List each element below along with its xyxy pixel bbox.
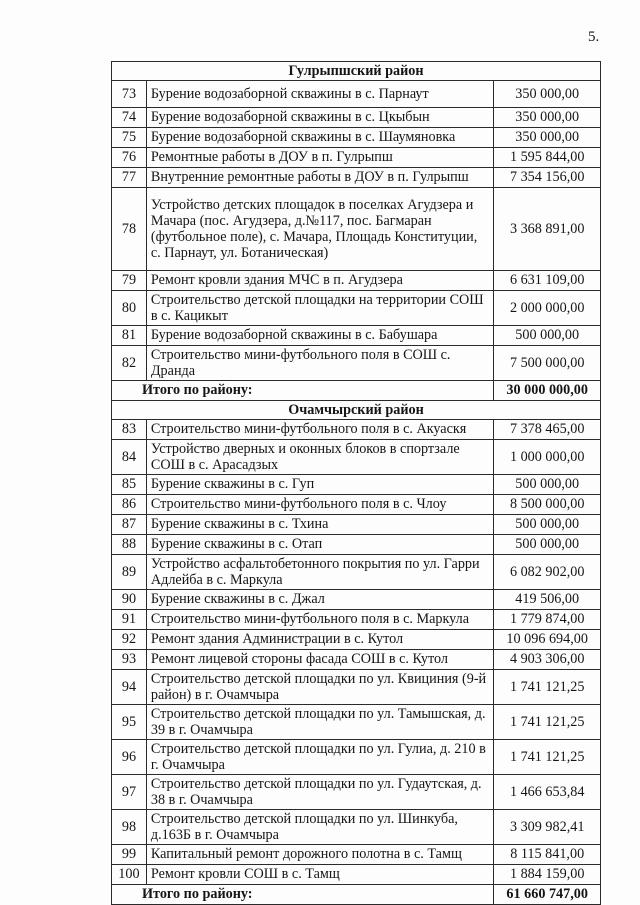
table-row [112, 81, 601, 108]
row-amount: 1 000 000,00 [494, 440, 601, 475]
row-number: 82 [112, 346, 147, 381]
row-number: 89 [112, 555, 147, 590]
page-number: 5. [588, 29, 600, 45]
section-title: Гулрыпшский район [112, 62, 601, 81]
row-amount: 350 000,00 [494, 81, 601, 108]
row-description: Внутренние ремонтные работы в ДОУ в п. Гулрыпш [146, 168, 494, 188]
row-number: 79 [112, 271, 147, 291]
row-description: Устройство дверных и оконных блоков в спортзале СОШ в с. Арасадзых [146, 440, 494, 475]
total-amount: 61 660 747,00 [494, 885, 601, 905]
table-row [112, 475, 601, 495]
row-description: Бурение водозаборной скважины в с. Цкыбын [146, 108, 494, 128]
row-amount: 4 903 306,00 [494, 650, 601, 670]
row-amount: 3 309 982,41 [494, 810, 601, 845]
section-total-row [112, 381, 601, 401]
row-description: Ремонтные работы в ДОУ в п. Гулрыпш [146, 148, 494, 168]
row-description: Ремонт здания Администрации в с. Кутол [146, 630, 494, 650]
table-row [112, 515, 601, 535]
row-description: Капитальный ремонт дорожного полотна в с. Тамщ [146, 845, 494, 865]
table-row [112, 326, 601, 346]
total-amount: 30 000 000,00 [494, 381, 601, 401]
total-label: Итого по району: [112, 381, 494, 401]
row-description: Устройство детских площадок в поселках Агудзера и Мачара (пос. Агудзера, д.№117, пос. Багмаран (футбольное поле), с. Мачара, Площадь Конституции, с. Парнаут, ул. Ботаническая) [146, 188, 494, 271]
table-row [112, 188, 601, 271]
row-number: 74 [112, 108, 147, 128]
row-amount: 500 000,00 [494, 475, 601, 495]
row-number: 95 [112, 705, 147, 740]
row-description: Бурение водозаборной скважины в с. Парнаут [146, 81, 494, 108]
row-amount: 1 741 121,25 [494, 740, 601, 775]
row-amount: 6 631 109,00 [494, 271, 601, 291]
row-description: Строительство мини-футбольного поля в с. Члоу [146, 495, 494, 515]
table-row [112, 705, 601, 740]
row-amount: 1 741 121,25 [494, 705, 601, 740]
table-row [112, 775, 601, 810]
row-description: Ремонт лицевой стороны фасада СОШ в с. Кутол [146, 650, 494, 670]
table-row [112, 555, 601, 590]
row-amount: 6 082 902,00 [494, 555, 601, 590]
table-row [112, 420, 601, 440]
row-amount: 8 500 000,00 [494, 495, 601, 515]
row-description: Строительство детской площадки по ул. Тамышская, д. 39 в г. Очамчыра [146, 705, 494, 740]
row-amount: 350 000,00 [494, 128, 601, 148]
row-number: 83 [112, 420, 147, 440]
row-number: 86 [112, 495, 147, 515]
row-description: Устройство асфальтобетонного покрытия по ул. Гарри Адлейба в с. Маркула [146, 555, 494, 590]
row-amount: 7 354 156,00 [494, 168, 601, 188]
row-number: 84 [112, 440, 147, 475]
row-description: Строительство детской площадки по ул. Гулиа, д. 210 в г. Очамчыра [146, 740, 494, 775]
row-amount: 500 000,00 [494, 535, 601, 555]
table-row [112, 535, 601, 555]
row-amount: 8 115 841,00 [494, 845, 601, 865]
row-amount: 2 000 000,00 [494, 291, 601, 326]
table-row [112, 440, 601, 475]
row-description: Строительство детской площадки по ул. Квициния (9-й район) в г. Очамчыра [146, 670, 494, 705]
row-amount: 350 000,00 [494, 108, 601, 128]
table-row [112, 845, 601, 865]
row-description: Бурение скважины в с. Тхина [146, 515, 494, 535]
table-row [112, 740, 601, 775]
row-description: Бурение скважины в с. Отап [146, 535, 494, 555]
row-amount: 1 884 159,00 [494, 865, 601, 885]
row-number: 90 [112, 590, 147, 610]
row-number: 85 [112, 475, 147, 495]
row-amount: 1 466 653,84 [494, 775, 601, 810]
row-number: 100 [112, 865, 147, 885]
section-title: Очамчырский район [112, 401, 601, 420]
row-number: 75 [112, 128, 147, 148]
row-description: Строительство детской площадки по ул. Гудаутская, д. 38 в г. Очамчыра [146, 775, 494, 810]
table-row [112, 650, 601, 670]
row-number: 93 [112, 650, 147, 670]
table-row [112, 128, 601, 148]
row-description: Строительство мини-футбольного поля в СОШ с. Дранда [146, 346, 494, 381]
row-amount: 500 000,00 [494, 515, 601, 535]
table-row [112, 865, 601, 885]
table-row [112, 168, 601, 188]
row-number: 80 [112, 291, 147, 326]
row-description: Бурение скважины в с. Джал [146, 590, 494, 610]
row-number: 97 [112, 775, 147, 810]
budget-table [111, 61, 601, 905]
row-amount: 1 741 121,25 [494, 670, 601, 705]
table-row [112, 108, 601, 128]
table-row [112, 346, 601, 381]
row-amount: 7 378 465,00 [494, 420, 601, 440]
row-number: 96 [112, 740, 147, 775]
table-row [112, 271, 601, 291]
row-number: 88 [112, 535, 147, 555]
total-label: Итого по району: [112, 885, 494, 905]
table-row [112, 291, 601, 326]
table-row [112, 148, 601, 168]
row-amount: 1 595 844,00 [494, 148, 601, 168]
row-number: 87 [112, 515, 147, 535]
row-amount: 10 096 694,00 [494, 630, 601, 650]
row-number: 94 [112, 670, 147, 705]
row-description: Строительство детской площадки по ул. Шинкуба, д.163Б в г. Очамчыра [146, 810, 494, 845]
row-amount: 500 000,00 [494, 326, 601, 346]
table-row [112, 670, 601, 705]
table-row [112, 630, 601, 650]
row-description: Ремонт кровли СОШ в с. Тамщ [146, 865, 494, 885]
row-description: Строительство мини-футбольного поля в с. Акуаскя [146, 420, 494, 440]
section-header-row [112, 62, 601, 81]
row-number: 73 [112, 81, 147, 108]
row-description: Бурение скважины в с. Гуп [146, 475, 494, 495]
section-total-row [112, 885, 601, 905]
table-row [112, 590, 601, 610]
row-number: 76 [112, 148, 147, 168]
table-row [112, 810, 601, 845]
row-amount: 419 506,00 [494, 590, 601, 610]
row-number: 98 [112, 810, 147, 845]
row-number: 81 [112, 326, 147, 346]
row-amount: 7 500 000,00 [494, 346, 601, 381]
row-number: 77 [112, 168, 147, 188]
table-row [112, 610, 601, 630]
row-number: 91 [112, 610, 147, 630]
row-description: Бурение водозаборной скважины в с. Бабушара [146, 326, 494, 346]
table-row [112, 495, 601, 515]
section-header-row [112, 401, 601, 420]
row-description: Строительство мини-футбольного поля в с. Маркула [146, 610, 494, 630]
row-description: Ремонт кровли здания МЧС в п. Агудзера [146, 271, 494, 291]
row-amount: 3 368 891,00 [494, 188, 601, 271]
row-number: 92 [112, 630, 147, 650]
row-amount: 1 779 874,00 [494, 610, 601, 630]
row-number: 78 [112, 188, 147, 271]
row-description: Строительство детской площадки на территории СОШ в с. Кацикыт [146, 291, 494, 326]
row-description: Бурение водозаборной скважины в с. Шаумяновка [146, 128, 494, 148]
row-number: 99 [112, 845, 147, 865]
